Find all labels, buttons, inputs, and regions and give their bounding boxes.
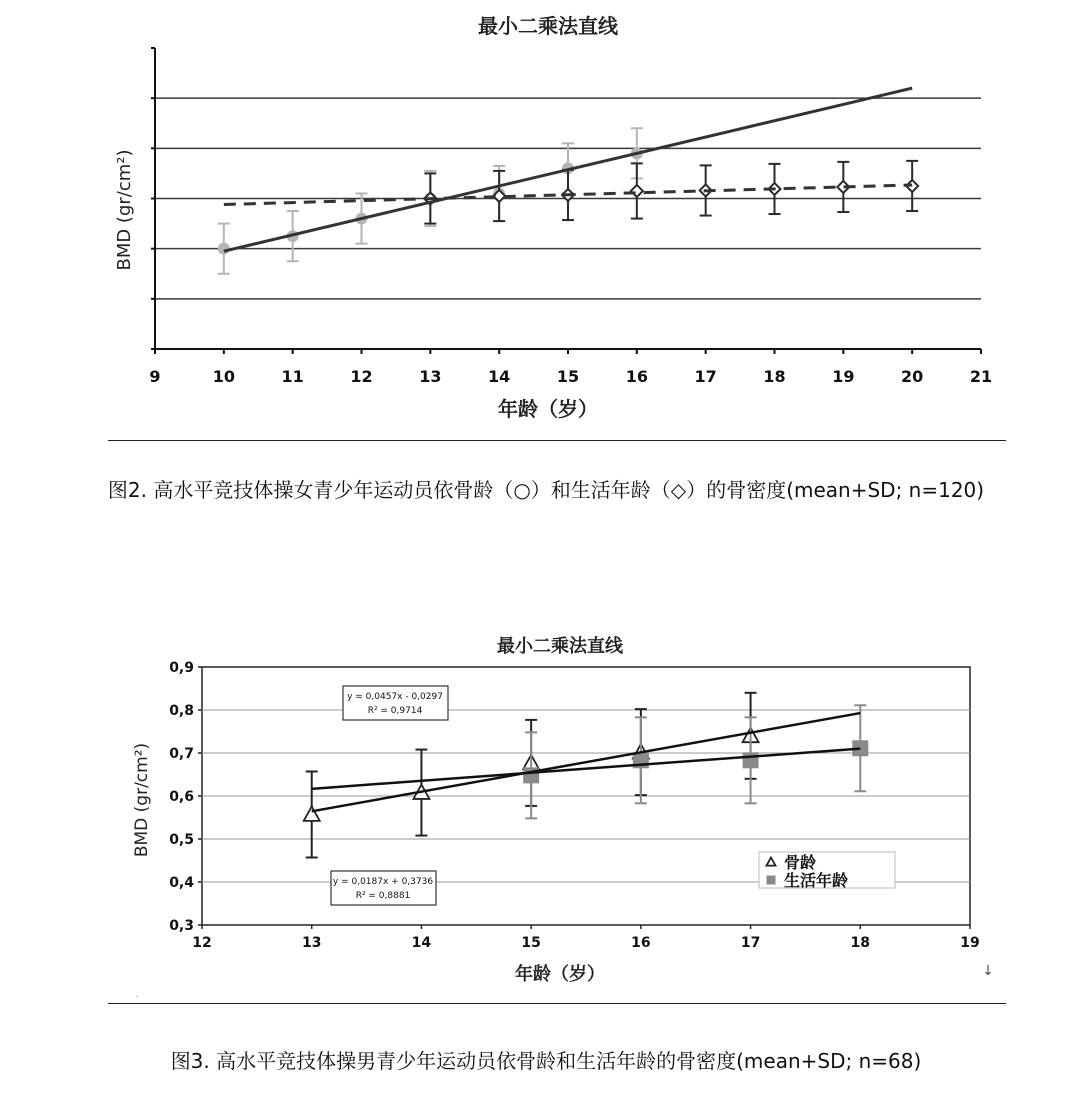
legend-label-1: 生活年龄 — [784, 871, 849, 890]
x-tick-label-7: 19 — [960, 935, 980, 951]
x-tick-label-2: 14 — [411, 935, 432, 951]
stray-dot-mark: · — [135, 992, 139, 1000]
y-axis-label: BMD (gr/cm²) — [132, 742, 152, 858]
x-tick-label-4: 16 — [631, 935, 651, 951]
x-tick-label-3: 12 — [350, 367, 373, 386]
x-tick-label-2: 11 — [281, 367, 304, 386]
y-tick-label-0: 0,3 — [169, 918, 194, 934]
legend-label-0: 骨龄 — [784, 853, 817, 872]
x-tick-label-0: 9 — [149, 367, 161, 386]
x-tick-label-7: 16 — [625, 367, 648, 386]
x-tick-label-6: 15 — [556, 367, 580, 386]
separator-line-2 — [108, 1003, 1006, 1004]
x-tick-label-5: 17 — [740, 935, 761, 951]
equation-text-1: y = 0,0187x + 0,3736 — [332, 877, 434, 887]
legend-marker-1 — [767, 876, 776, 885]
figure-caption-1: 图2. 高水平竞技体操女青少年运动员依骨龄（○）和生活年龄（◇）的骨密度(mean+SD; n=120) — [107, 478, 985, 502]
r-squared-text-1: R² = 0,8881 — [355, 891, 411, 901]
y-axis-label: BMD (gr/cm²) — [114, 149, 135, 271]
x-tick-label-12: 21 — [969, 367, 993, 386]
x-axis-label: 年龄（岁） — [498, 397, 598, 421]
y-tick-label-5: 0,8 — [169, 703, 194, 719]
x-tick-label-5: 14 — [488, 367, 511, 386]
y-tick-label-4: 0,7 — [169, 746, 194, 762]
r-squared-text-0: R² = 0,9714 — [367, 706, 423, 716]
x-tick-label-8: 17 — [694, 367, 717, 386]
data-point-s1-2 — [743, 752, 759, 768]
figure-caption-2: 图3. 高水平竞技体操男青少年运动员依骨龄和生活年龄的骨密度(mean+SD; n=68) — [170, 1049, 922, 1073]
chart-title: 最小二乘法直线 — [478, 14, 618, 38]
y-tick-label-1: 0,4 — [169, 875, 194, 891]
y-tick-label-2: 0,5 — [169, 832, 194, 848]
chart-title: 最小二乘法直线 — [497, 636, 623, 657]
x-tick-label-1: 13 — [301, 935, 322, 951]
stray-arrow-mark: ↓ — [982, 963, 994, 979]
x-tick-label-9: 18 — [763, 367, 786, 386]
y-tick-label-3: 0,6 — [169, 789, 194, 805]
x-tick-label-1: 10 — [212, 367, 235, 386]
x-tick-label-6: 18 — [850, 935, 871, 951]
y-tick-label-6: 0,9 — [169, 660, 194, 676]
x-axis-label: 年龄（岁） — [515, 964, 605, 985]
x-tick-label-3: 15 — [521, 935, 541, 951]
x-tick-label-4: 13 — [419, 367, 442, 386]
x-tick-label-10: 19 — [832, 367, 855, 386]
equation-text-0: y = 0,0457x - 0,0297 — [347, 692, 443, 702]
x-tick-label-0: 12 — [192, 935, 212, 951]
x-tick-label-11: 20 — [901, 367, 924, 386]
